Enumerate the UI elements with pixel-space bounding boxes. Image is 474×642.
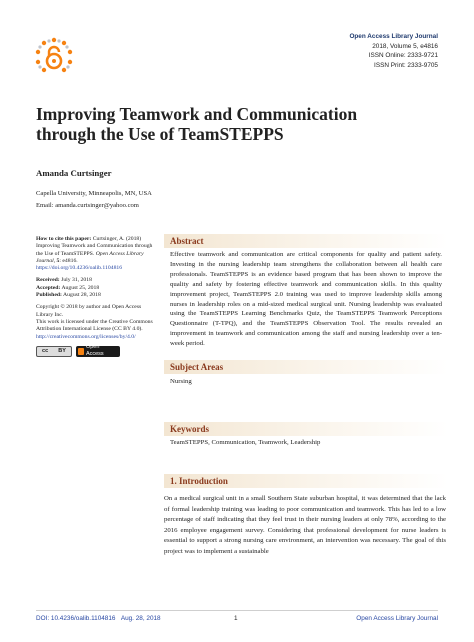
published-label: Published: <box>36 292 62 299</box>
abstract-heading: Abstract <box>164 234 448 248</box>
footer-journal: Open Access Library Journal <box>356 615 438 622</box>
issn-online: ISSN Online: 2333-9721 <box>368 52 438 60</box>
issn-print: ISSN Print: 2333-9705 <box>374 61 438 69</box>
license-link[interactable]: http://creativecommons.org/licenses/by/4.0/ <box>36 333 136 340</box>
keywords-heading: Keywords <box>164 422 448 436</box>
author-name: Amanda Curtsinger <box>36 168 112 178</box>
dates-block <box>36 277 156 299</box>
accepted-date: August 25, 2018 <box>61 284 100 291</box>
journal-info <box>349 32 438 70</box>
published-date: August 28, 2018 <box>63 292 101 299</box>
open-access-label: Open Access <box>85 344 104 358</box>
citation-suffix: : e4816. <box>59 257 78 264</box>
journal-name: Open Access Library Journal <box>349 33 438 40</box>
footer-date: Aug. 28, 2018 <box>120 615 161 622</box>
license-badges <box>36 346 156 357</box>
received-date: July 31, 2018 <box>61 277 92 284</box>
subject-areas-text: Nursing <box>170 378 192 385</box>
footer-doi[interactable]: DOI: 10.4236/oalib.1104816 <box>36 615 116 622</box>
copyright-text: Copyright © 2018 by author and Open Access Library Inc. <box>36 304 142 318</box>
citation-journal: Open Access Library Journal, <box>36 250 144 264</box>
keywords-text: TeamSTEPPS, Communication, Teamwork, Leadership <box>170 439 321 446</box>
journal-volume: 2018, Volume 5, e4816 <box>372 42 438 50</box>
citation-text: Curtsinger, A. (2018) Improving Teamwork and Communication through the Use of TeamSTEPPS. <box>36 236 153 257</box>
citation-doi-link[interactable]: https://doi.org/10.4236/oalib.1104816 <box>36 265 123 272</box>
footer-page-number: 1 <box>234 615 238 622</box>
subject-areas-heading: Subject Areas <box>164 360 448 374</box>
received-label: Received: <box>36 277 60 284</box>
license-text: This work is licensed under the Creative Commons Attribution International License (CC BY 4.0). <box>36 318 153 333</box>
author-email[interactable]: Email: amanda.curtsinger@yahoo.com <box>36 202 139 209</box>
introduction-text: On a medical surgical unit in a small Southern State suburban hospital, it was determined that the lack of formal leadership training was leading to poor communication and teamwork. This has led to a low percentage of staff indicating that they feel trust in their nursing leaders at only 78%, according to the 2016 employee engagement survey. Considering that professional development for nurse leaders is essential to support a strong nursing care environment, an intervention was necessary. The goal of this project was to implement a sustainable <box>164 495 446 555</box>
introduction-heading: 1. Introduction <box>164 474 448 488</box>
author-affiliation: Capella University, Minneapolis, MN, USA <box>36 190 152 197</box>
cc-by-label: BY <box>58 347 66 354</box>
abstract-text: Effective teamwork and communication are critical components for quality and patient safety. Investing in the nursing leadership team strengthens the collaboration between all health care professionals. TeamSTEPPS is an evidence based program that has been shown to improve the quality and safety by fostering effective teamwork and communication skills. In this quality improvement project, TeamSTEPPS 2.0 training was used to improve leadership skills among nurses in leadership roles on a mid-sized medical surgical unit. Nursing leadership was evaluated using the TeamSTEPPS Learning Benchmarks Quiz, the TeamSTEPPS Teamwork Perceptions Questionnaire (T-TPQ), and the TeamSTEPPS Observation Tool. The results revealed an improvement in teamwork and communication among the staff and nursing leadership over a ten-week period. <box>170 251 442 348</box>
cc-by-badge[interactable] <box>36 346 72 357</box>
journal-logo-icon <box>34 36 74 76</box>
paper-title-line2: through the Use of TeamSTEPPS <box>36 124 284 144</box>
citation-volume: 5 <box>56 257 60 264</box>
open-access-badge[interactable] <box>76 346 120 357</box>
copyright-block <box>36 304 156 340</box>
footer-divider <box>36 610 438 611</box>
paper-title <box>36 104 446 144</box>
citation-block <box>36 236 156 272</box>
author-affiliation-block <box>36 188 152 212</box>
accepted-label: Accepted: <box>36 284 61 291</box>
citation-sidebar <box>36 236 156 357</box>
paper-title-line1: Improving Teamwork and Communication <box>36 104 358 124</box>
open-access-lock-icon <box>78 348 84 355</box>
cc-badge-label: cc <box>42 347 49 354</box>
footer-doi-date <box>36 615 161 622</box>
citation-label: How to cite this paper: <box>36 236 92 242</box>
